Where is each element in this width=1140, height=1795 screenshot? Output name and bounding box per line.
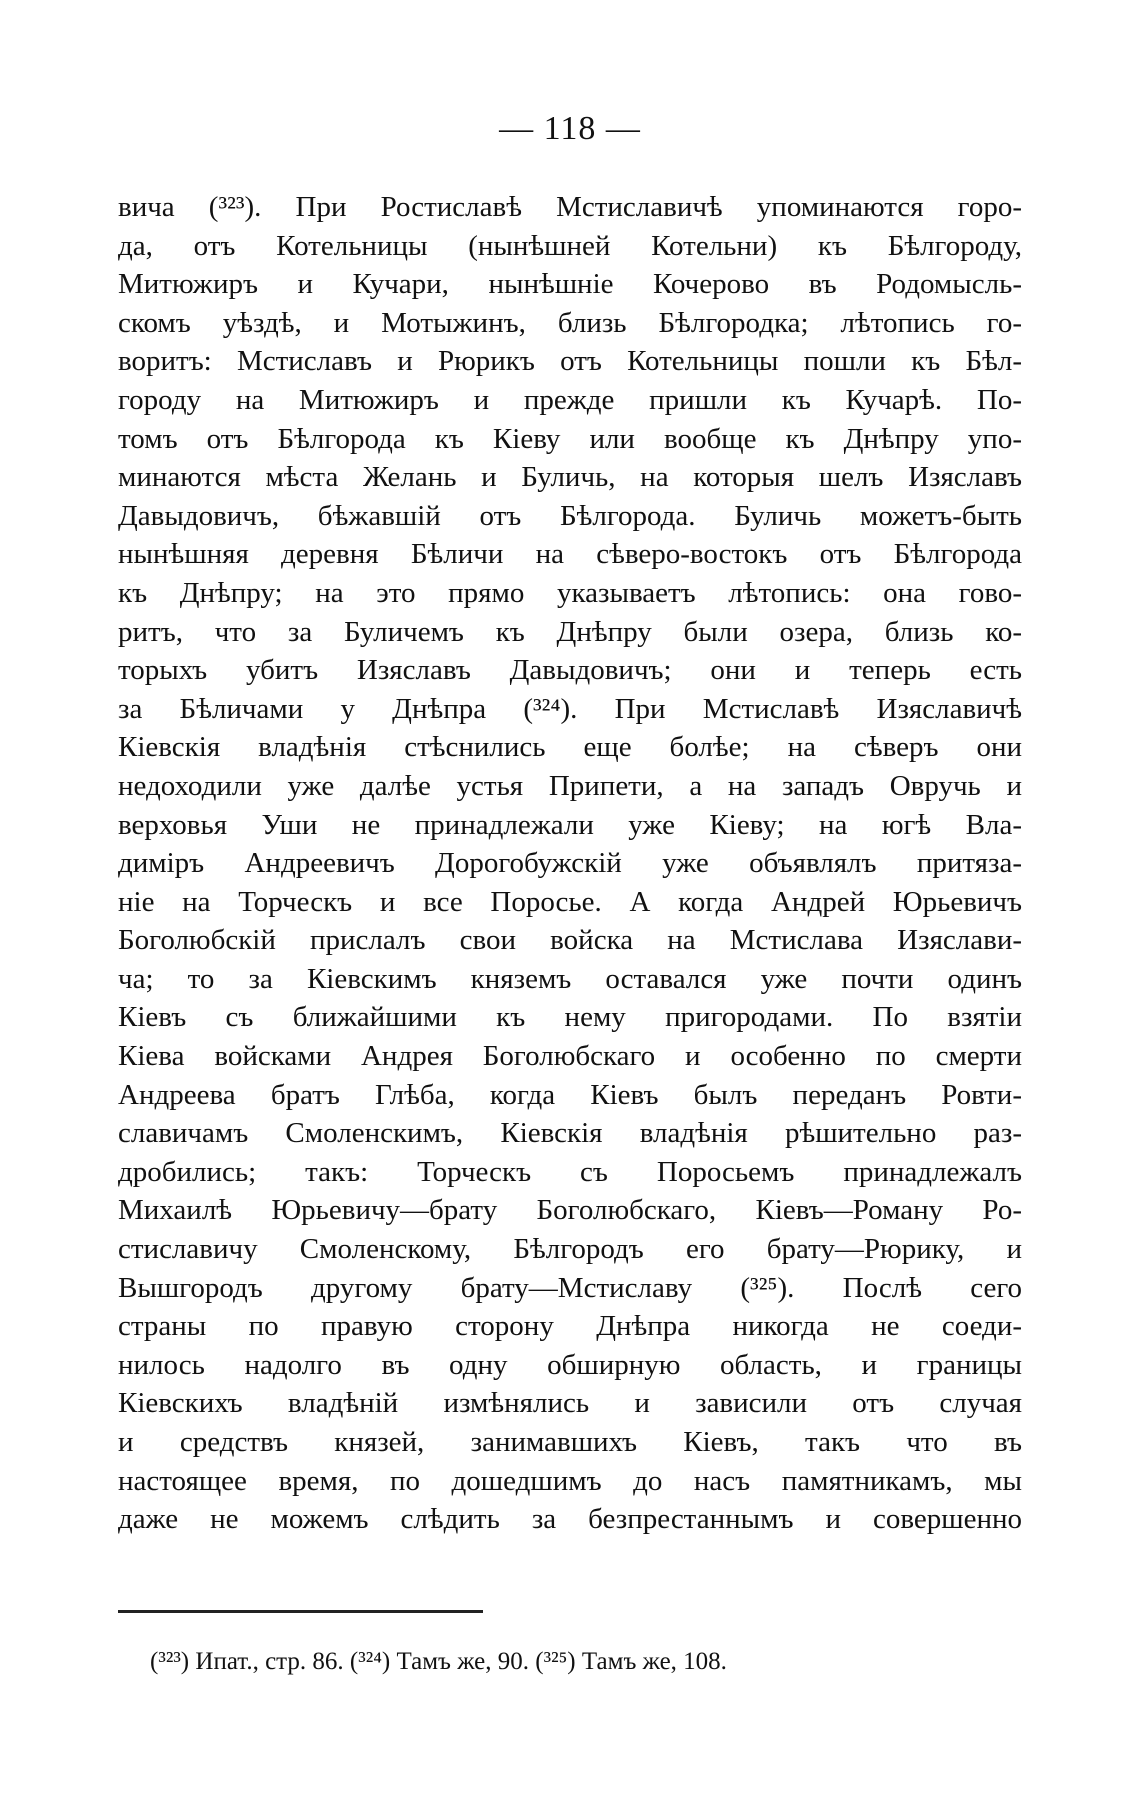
text-line: ніе на Торческъ и все Поросье. А когда Андрей Юрьевичъ bbox=[118, 885, 1022, 918]
text-line: ритъ, что за Буличемъ къ Днѣпру были озера, близь ко- bbox=[118, 615, 1022, 648]
text-line: славичамъ Смоленскимъ, Кіевскія владѣнія рѣшительно раз- bbox=[118, 1117, 1022, 1150]
text-line: дробились; такъ: Торческъ съ Поросьемъ принадлежалъ bbox=[118, 1155, 1022, 1188]
text-line: недоходили уже далѣе устья Припети, а на западъ Овручь и bbox=[118, 769, 1022, 802]
text-line: и средствъ князей, занимавшихъ Кіевъ, такъ что въ bbox=[118, 1426, 1022, 1458]
text-line: да, отъ Котельницы (нынѣшней Котельни) къ Бѣлгороду, bbox=[118, 229, 1022, 262]
text-line: Кіева войсками Андрея Боголюбскаго и особенно по смерти bbox=[118, 1040, 1022, 1073]
text-line: стиславичу Смоленскому, Бѣлгородъ его брату—Рюрику, и bbox=[118, 1233, 1022, 1266]
text-line: къ Днѣпру; на это прямо указываетъ лѣтопись: она гово- bbox=[118, 576, 1022, 609]
text-line: воритъ: Мстиславъ и Рюрикъ отъ Котельницы пошли къ Бѣл- bbox=[118, 345, 1022, 378]
text-line: нынѣшняя деревня Бѣличи на сѣверо-востокъ отъ Бѣлгорода bbox=[118, 538, 1022, 571]
text-line: ча; то за Кіевскимъ княземъ оставался уже почти одинъ bbox=[118, 962, 1022, 995]
footnote-divider bbox=[118, 1610, 483, 1613]
text-line: скомъ уѣздѣ, и Мотыжинъ, близь Бѣлгородка; лѣтопись го- bbox=[118, 306, 1022, 339]
page-number: — 118 — bbox=[499, 110, 641, 147]
text-line: минаются мѣста Желань и Буличь, на которыя шелъ Изяславъ bbox=[118, 461, 1022, 494]
text-line: Михаилѣ Юрьевичу—брату Боголюбскаго, Кіевъ—Роману Ро- bbox=[118, 1194, 1022, 1227]
text-line: Кіевъ съ ближайшими къ нему пригородами. По взятіи bbox=[118, 1001, 1022, 1034]
text-line: томъ отъ Бѣлгорода къ Кіеву или вообще къ Днѣпру упо- bbox=[118, 422, 1022, 455]
text-line: вича (³²³). При Ростиславѣ Мстиславичѣ упоминаются горо- bbox=[118, 191, 1022, 223]
text-line: страны по правую сторону Днѣпра никогда не соеди- bbox=[118, 1310, 1022, 1343]
text-line: Андреева братъ Глѣба, когда Кіевъ былъ переданъ Ровти- bbox=[118, 1078, 1022, 1111]
text-line: нилось надолго въ одну обширную область, и границы bbox=[118, 1348, 1022, 1381]
text-line: даже не можемъ слѣдить за безпрестаннымъ и совершенно bbox=[118, 1503, 1022, 1536]
text-line: городу на Митюжиръ и прежде пришли къ Кучарѣ. По- bbox=[118, 383, 1022, 416]
body-text bbox=[118, 188, 1022, 1539]
text-line: Кіевскихъ владѣній измѣнялись и зависили отъ случая bbox=[118, 1387, 1022, 1420]
text-line: Кіевскія владѣнія стѣснились еще болѣе; на сѣверъ они bbox=[118, 731, 1022, 764]
text-line: Вышгородъ другому брату—Мстиславу (³²⁵). Послѣ сего bbox=[118, 1271, 1022, 1304]
text-line: верховья Уши не принадлежали уже Кіеву; на югѣ Вла- bbox=[118, 808, 1022, 841]
text-line: торыхъ убитъ Изяславъ Давыдовичъ; они и теперь есть bbox=[118, 654, 1022, 687]
text-line: диміръ Андреевичъ Дорогобужскій уже объявлялъ притяза- bbox=[118, 847, 1022, 880]
text-line: Боголюбскій прислалъ свои войска на Мстислава Изяслави- bbox=[118, 924, 1022, 957]
text-line: за Бѣличами у Днѣпра (³²⁴). При Мстиславѣ Изяславичѣ bbox=[118, 692, 1022, 725]
text-line: настоящее время, по дошедшимъ до насъ памятникамъ, мы bbox=[118, 1464, 1022, 1497]
text-line: Давыдовичъ, бѣжавшій отъ Бѣлгорода. Буличь можетъ-быть bbox=[118, 499, 1022, 532]
text-line: Митюжиръ и Кучари, нынѣшніе Кочерово въ Родомысль- bbox=[118, 268, 1022, 301]
footnotes: (³²³) Ипат., стр. 86. (³²⁴) Тамъ же, 90. (³²⁵) Тамъ же, 108. bbox=[150, 1648, 727, 1675]
